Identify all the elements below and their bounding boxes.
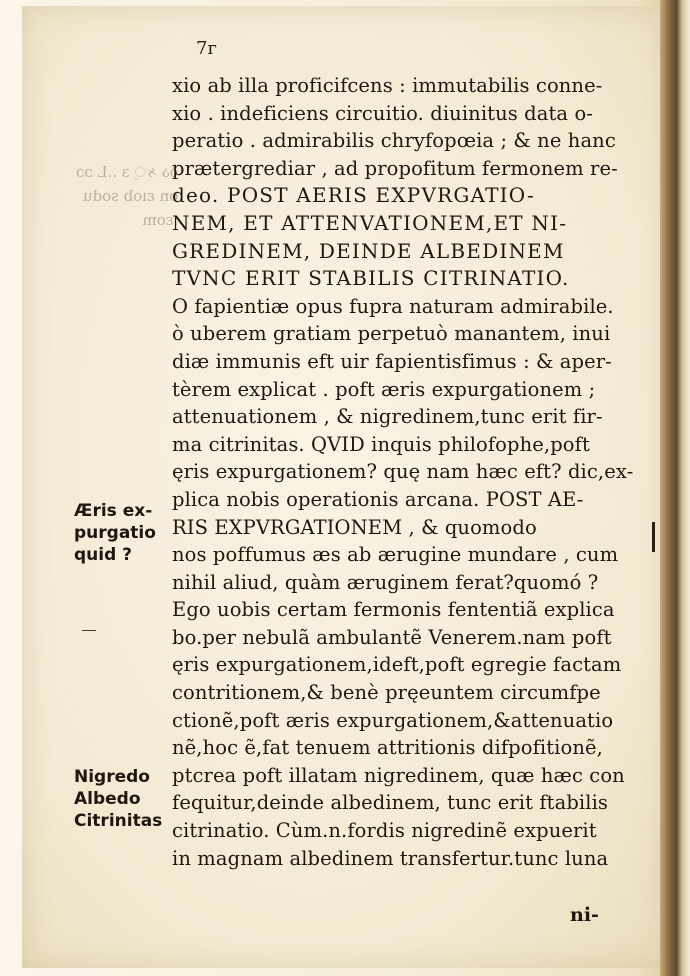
- text-line: O fapientiæ opus fupra naturam admirabile.: [172, 294, 614, 318]
- ghost-line: on ɛıob sodu: [82, 187, 179, 205]
- text-line: in magnam albedinem transfertur.tunc luna: [172, 846, 609, 870]
- page-number: 7г: [196, 38, 217, 59]
- margin-note-albedo: Albedo: [74, 789, 141, 809]
- margin-dash: [82, 630, 96, 631]
- margin-note-line: purgatio: [74, 523, 156, 543]
- margin-note-stages: [74, 766, 162, 832]
- text-line: ò uberem gratiam perpetuò manantem, inui: [172, 322, 611, 346]
- text-line: ma citrinitas. QVID inquis philofophe,poft: [172, 432, 590, 456]
- margin-note-aeris: [74, 500, 156, 566]
- text-line: ptcrea poft illatam nigredinem, quæ hæc con: [172, 763, 625, 787]
- text-line: peratio . admirabilis chryfopœia ; & ne hanc: [172, 129, 616, 153]
- text-line: xio ab illa proficifcens : immutabilis conne-: [172, 74, 603, 97]
- text-line: bo.per nebulã ambulantẽ Venerem.nam poft: [172, 625, 612, 649]
- text-line: contritionem,& benè pręeuntem circumfpe: [172, 681, 601, 705]
- margin-note-line: Æris ex-: [74, 501, 153, 521]
- text-line: attenuationem , & nigredinem,tunc erit fir-: [172, 405, 603, 429]
- text-line: ęris expurgationem? quę nam hæc eft? dic,ex-: [172, 460, 634, 484]
- text-line: RIS EXPVRGATIONEM , & quomodo: [172, 515, 537, 539]
- text-line: GREDINEM, DEINDE ALBEDINEM: [172, 238, 565, 263]
- margin-note-line: quid ?: [74, 545, 133, 565]
- text-line: deo. POST AERIS EXPVRGATIO-: [172, 183, 536, 208]
- margin-note-citrinitas: Citrinitas: [74, 811, 163, 831]
- text-line: ctionẽ,poft æris expurgationem,&attenuatio: [172, 708, 614, 732]
- text-line: ęris expurgationem,ideft,poft egregie factam: [172, 653, 622, 677]
- text-line: citrinatio. Cùm.n.fordis nigredinẽ expuerit: [172, 819, 597, 843]
- ghost-line: ბა ક਼ ɜ ..L ɔɔ: [76, 163, 179, 181]
- ghost-line: .ɛom: [142, 211, 179, 229]
- text-line: diæ immunis eft uir fapientisfimus : & aper-: [172, 349, 612, 373]
- text-line: nihil aliud, quàm æruginem ferat?quomó ?: [172, 570, 599, 594]
- margin-note-nigredo: Nigredo: [74, 767, 150, 787]
- text-line: tèrem explicat . poft æris expurgationem ;: [172, 377, 596, 401]
- body-text: [172, 72, 642, 872]
- catchword: ni-: [570, 904, 599, 926]
- show-through-text: [76, 160, 178, 232]
- text-line: NEM, ET ATTENVATIONEM,ET NI-: [172, 210, 568, 235]
- text-line: fequitur,deinde albedinem, tunc erit ftabilis: [172, 791, 609, 815]
- text-line: prætergrediar , ad propofitum fermonem re-: [172, 156, 618, 180]
- book-gutter: [660, 0, 690, 976]
- text-line: plica nobis operationis arcana. POST AE-: [172, 487, 584, 511]
- text-line: nos poffumus æs ab ærugine mundare , cum: [172, 543, 619, 567]
- text-line: xio . indeficiens circuitio. diuinitus data o-: [172, 101, 593, 125]
- text-line: Ego uobis certam fermonis fententiã explica: [172, 598, 615, 622]
- text-line: nẽ,hoc ẽ,fat tenuem attritionis difpofitionẽ,: [172, 736, 603, 760]
- ink-mark: [652, 522, 655, 552]
- text-line: TVNC ERIT STABILIS CITRINATIO.: [172, 266, 570, 291]
